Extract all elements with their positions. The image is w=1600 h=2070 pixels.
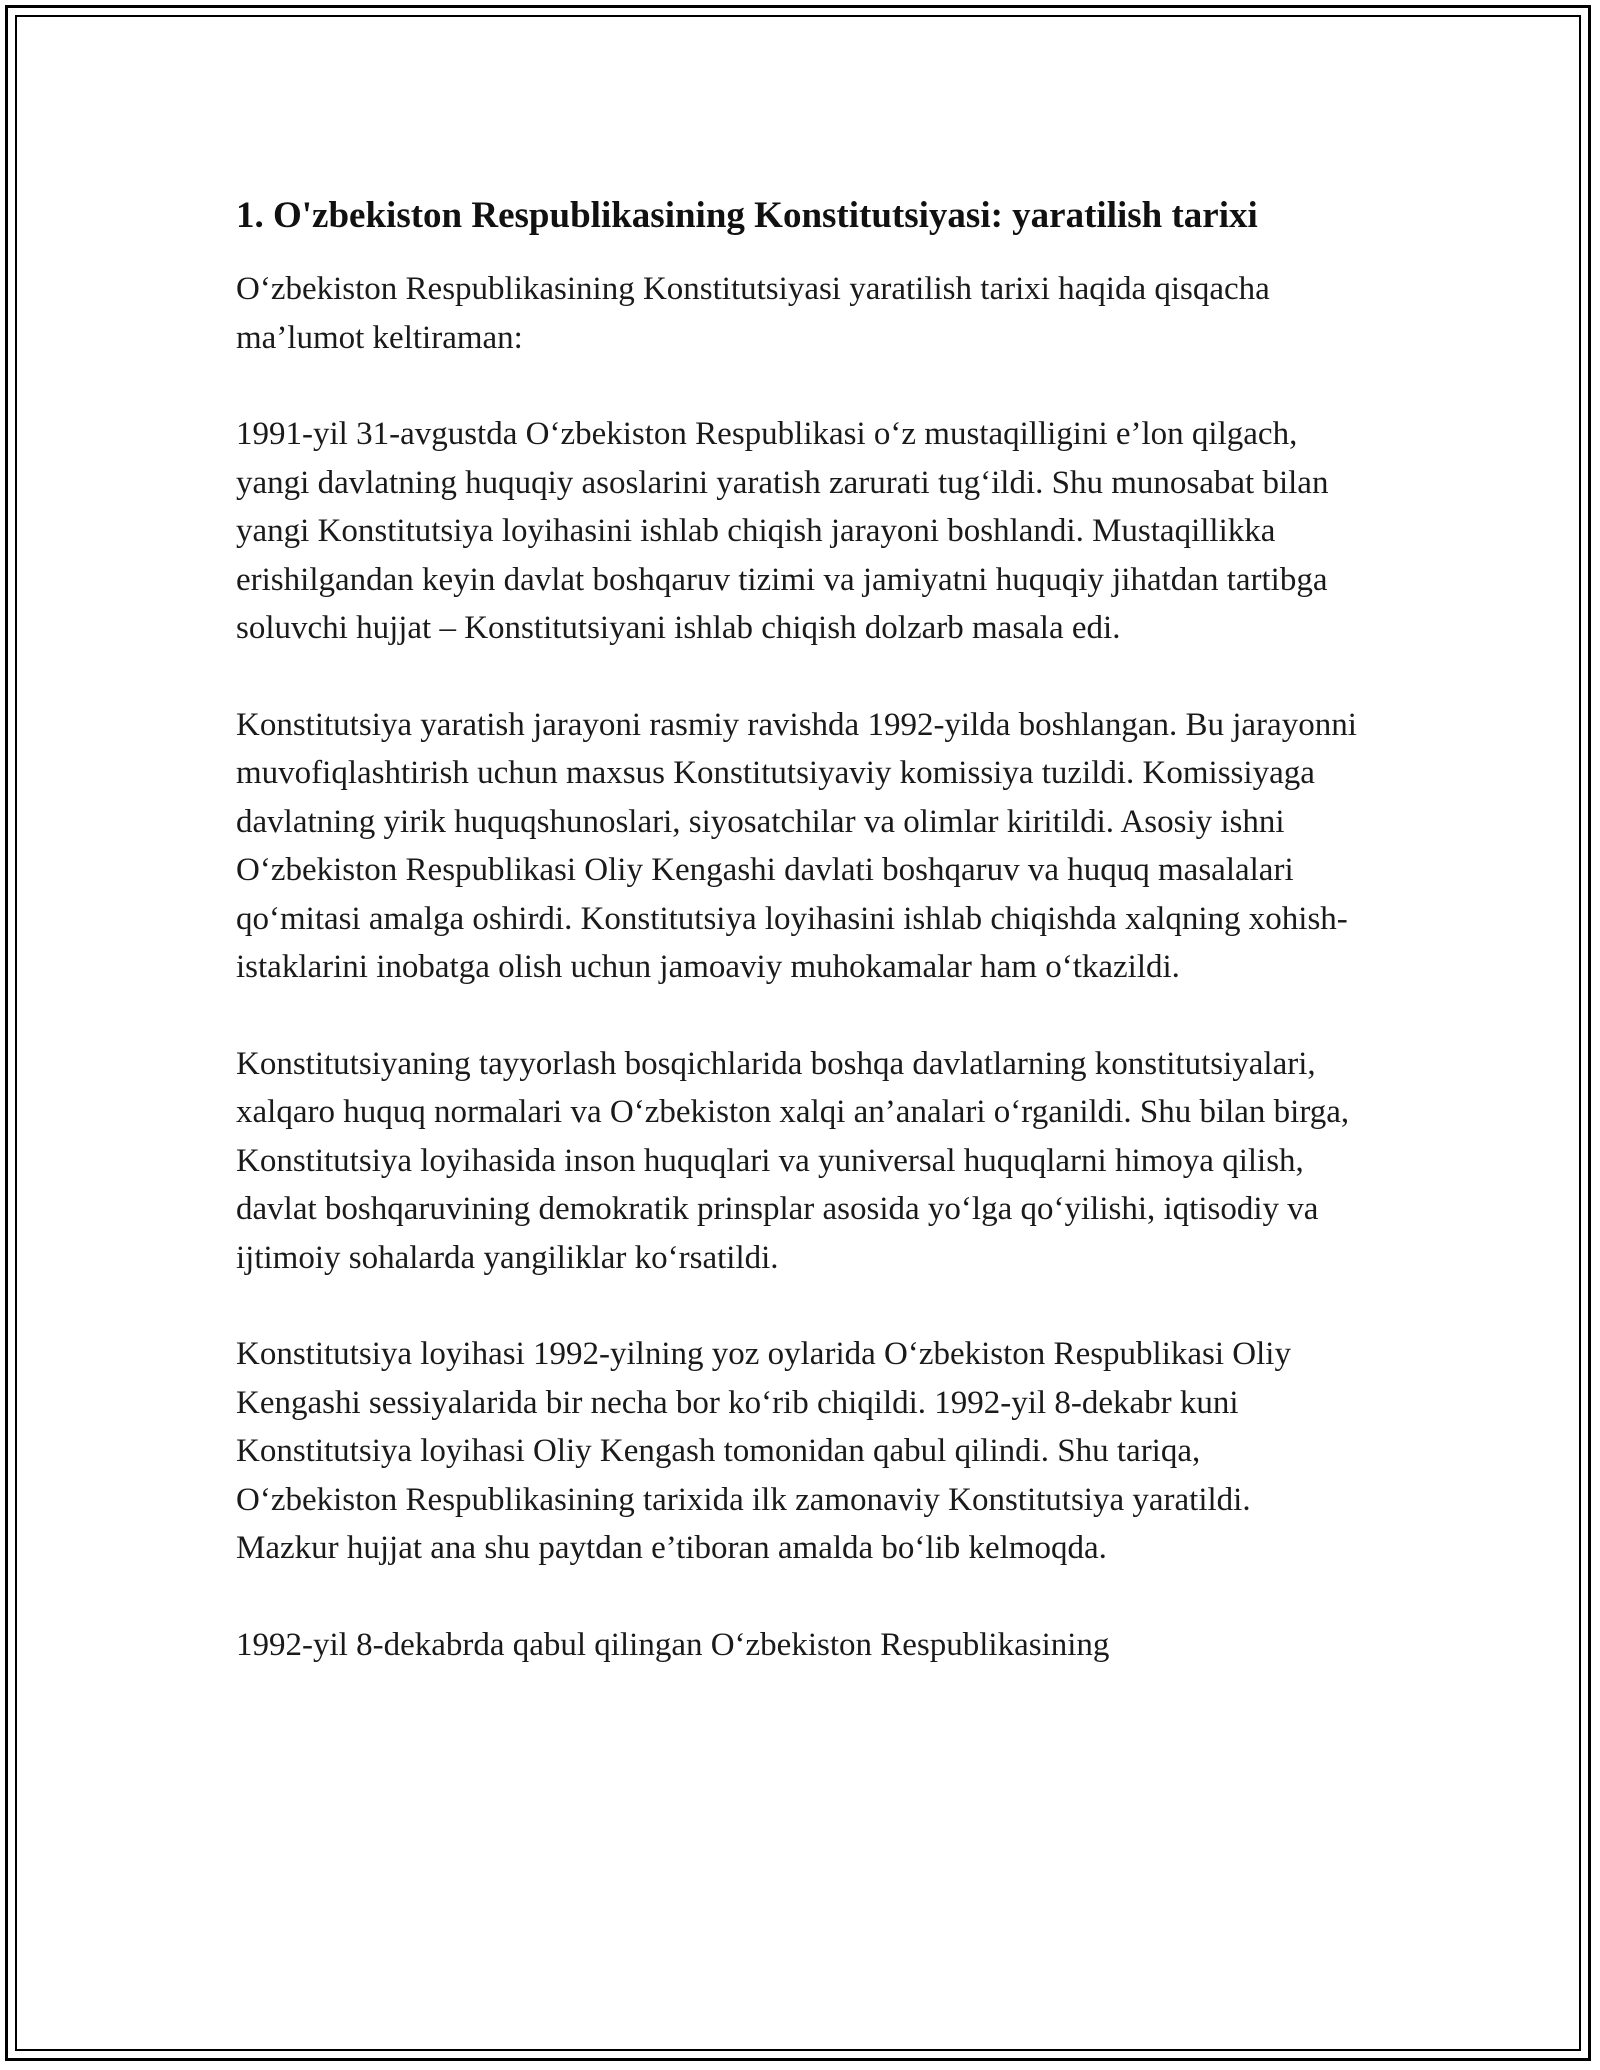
intro-paragraph: O‘zbekiston Respublikasining Konstitutsiyasi yaratilish tarixi haqida qisqacha ma’lumot keltiraman: [236, 271, 1270, 356]
paragraph-preparation: Konstitutsiyaning tayyorlash bosqichlarida boshqa davlatlarning konstitutsiyalari, xalqaro huquq normalari va O‘zbekiston xalqi an’analari o‘rganildi. Shu bilan birga, Konstitutsiya loyihasida inson huquqlari va yuniversal huquqlarni himoya qilish, davlat boshqaruvining demokratik prinsplar asosida yo‘lga qo‘yilishi, iqtisodiy va ijtimoiy sohalarda yangiliklar ko‘rsatildi. [236, 1045, 1350, 1276]
paragraph-commission: Konstitutsiya yaratish jarayoni rasmiy ravishda 1992-yilda boshlangan. Bu jarayonni muvofiqlashtirish uchun maxsus Konstitutsiyaviy komissiya tuzildi. Komissiyaga davlatning yirik huquqshunoslari, siyosatchilar va olimlar kiritildi. Asosiy ishni O‘zbekiston Respublikasi Oliy Kengashi davlati boshqaruv va huquq masalalari qo‘mitasi amalga oshirdi. Konstitutsiya loyihasini ishlab chiqishda xalqning xohish-istaklarini inobatga olish uchun jamoaviy muhokamalar ham o‘tkazildi. [236, 706, 1357, 985]
paragraph-continuation: 1992-yil 8-dekabrda qabul qilingan O‘zbekiston Respublikasining [236, 1626, 1110, 1663]
document-body [236, 188, 1361, 1669]
paragraph-adoption: Konstitutsiya loyihasi 1992-yilning yoz oylarida O‘zbekiston Respublikasi Oliy Kengashi sessiyalarida bir necha bor ko‘rib chiqildi. 1992-yil 8-dekabr kuni Konstitutsiya loyihasi Oliy Kengash tomonidan qabul qilindi. Shu tariqa, O‘zbekiston Respublikasining tarixida ilk zamonaviy Konstitutsiya yaratildi. Mazkur hujjat ana shu paytdan e’tiboran amalda bo‘lib kelmoqda. [236, 1336, 1291, 1566]
document-title: 1. O'zbekiston Respublikasining Konstitutsiyasi: yaratilish tarixi [236, 195, 1258, 236]
paragraph-independence: 1991-yil 31-avgustda O‘zbekiston Respublikasi o‘z mustaqilligini e’lon qilgach, yangi davlatning huquqiy asoslarini yaratish zarurati tug‘ildi. Shu munosabat bilan yangi Konstitutsiya loyihasini ishlab chiqish jarayoni boshlandi. Mustaqillikka erishilgandan keyin davlat boshqaruv tizimi va jamiyatni huquqiy jihatdan tartibga soluvchi hujjat – Konstitutsiyani ishlab chiqish dolzarb masala edi. [236, 416, 1329, 646]
